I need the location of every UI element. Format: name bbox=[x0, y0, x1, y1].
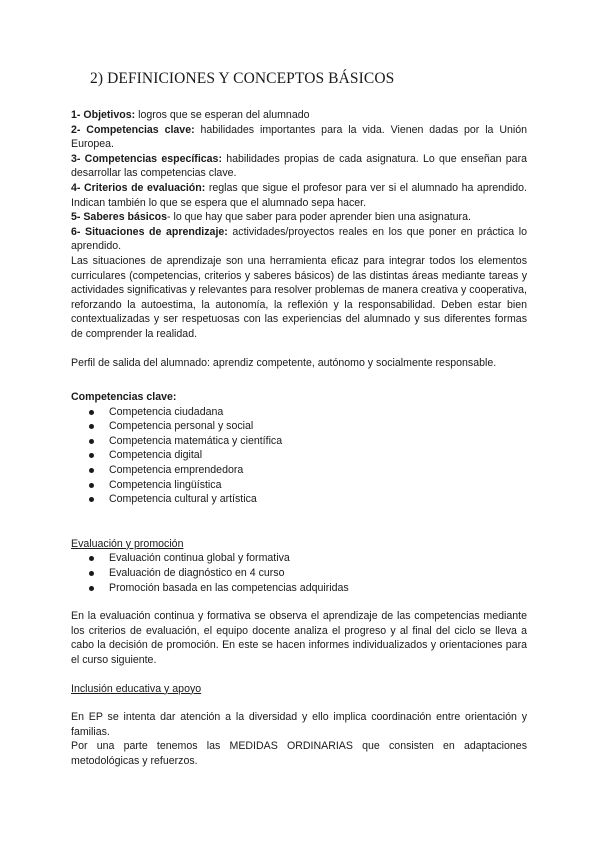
bullet-icon bbox=[89, 439, 94, 444]
bullet-icon bbox=[89, 424, 94, 429]
definition-item bbox=[71, 108, 527, 123]
list-item bbox=[89, 566, 527, 581]
page-title: 2) DEFINICIONES Y CONCEPTOS BÁSICOS bbox=[90, 70, 395, 87]
definition-term: 2- Competencias clave: bbox=[71, 123, 195, 136]
definition-term: 1- Objetivos: bbox=[71, 109, 136, 121]
medidas-ordinarias-paragraph: Por una parte tenemos las MEDIDAS ORDINARIAS que consisten en adaptaciones metodológicas y refuerzos. bbox=[71, 740, 527, 767]
list-item bbox=[89, 581, 527, 596]
list-item bbox=[89, 478, 527, 493]
bullet-icon bbox=[89, 497, 94, 502]
competencias-heading: Competencias clave: bbox=[71, 391, 177, 404]
document-body bbox=[71, 108, 527, 769]
list-item-text: Evaluación de diagnóstico en 4 curso bbox=[109, 567, 285, 580]
definition-item bbox=[71, 225, 527, 254]
bullet-icon bbox=[89, 556, 94, 561]
definition-text: - lo que hay que saber para poder aprender bien una asignatura. bbox=[167, 211, 471, 224]
situaciones-paragraph: Las situaciones de aprendizaje son una herramienta eficaz para integrar todos los elementos curriculares (competencias, criterios y saberes básicos) de las distintas áreas mediante tareas y actividades significativas y relevantes para resolver problemas de manera creativa y cooperativa, reforzando la autoestima, la autonomía, la reflexión y la responsabilidad. Deben estar bien contextualizadas y ser respetuosas con las experiencias del alumnado y sus diferentes formas de comprender la realidad. bbox=[71, 254, 527, 340]
inclusion-heading: Inclusión educativa y apoyo bbox=[71, 682, 202, 695]
list-item bbox=[89, 448, 527, 463]
bullet-icon bbox=[89, 483, 94, 488]
list-item-text: Promoción basada en las competencias adquiridas bbox=[109, 581, 349, 594]
definition-text: actividades/proyectos reales en los que poner en práctica lo aprendido. bbox=[71, 225, 527, 253]
competencias-list bbox=[71, 405, 527, 507]
bullet-icon bbox=[89, 410, 94, 415]
list-item bbox=[89, 405, 527, 420]
list-item-text: Competencia lingüística bbox=[109, 478, 222, 491]
list-item-text: Competencia personal y social bbox=[109, 420, 254, 433]
definition-term: 6- Situaciones de aprendizaje: bbox=[71, 225, 228, 238]
definition-term: 3- Competencias específicas: bbox=[71, 152, 222, 165]
definition-text: habilidades propias de cada asignatura. Lo que enseñan para desarrollar las competencias clave. bbox=[71, 152, 527, 180]
list-item-text: Competencia cultural y artística bbox=[109, 493, 257, 506]
list-item-text: Competencia emprendedora bbox=[109, 464, 244, 477]
list-item bbox=[89, 419, 527, 434]
definition-item bbox=[71, 152, 527, 181]
definition-text: reglas que sigue el profesor para ver si el alumnado ha aprendido. Indican también lo que se espera que el alumnado sepa hacer. bbox=[71, 181, 527, 209]
bullet-icon bbox=[89, 571, 94, 576]
definition-term: 5- Saberes básicos bbox=[71, 211, 167, 224]
perfil-salida: Perfil de salida del alumnado: aprendiz competente, autónomo y socialmente responsable. bbox=[71, 356, 497, 369]
inclusion-paragraph: En EP se intenta dar atención a la diversidad y ello implica coordinación entre orientación y familias. bbox=[71, 711, 527, 738]
list-item bbox=[89, 463, 527, 478]
list-item bbox=[89, 551, 527, 566]
evaluacion-list bbox=[71, 551, 527, 595]
list-item bbox=[89, 434, 527, 449]
list-item-text: Evaluación continua global y formativa bbox=[109, 552, 290, 565]
bullet-icon bbox=[89, 468, 94, 473]
list-item-text: Competencia matemática y científica bbox=[109, 434, 283, 447]
definition-term: 4- Criterios de evaluación: bbox=[71, 181, 206, 194]
evaluacion-heading: Evaluación y promoción bbox=[71, 537, 184, 550]
definition-text: habilidades importantes para la vida. Vienen dadas por la Unión Europea. bbox=[71, 123, 527, 151]
list-item-text: Competencia ciudadana bbox=[109, 405, 224, 418]
definition-item bbox=[71, 210, 527, 225]
definition-item bbox=[71, 181, 527, 210]
list-item bbox=[89, 492, 527, 507]
definition-text: logros que se esperan del alumnado bbox=[135, 109, 310, 121]
definitions-list bbox=[71, 108, 527, 254]
list-item-text: Competencia digital bbox=[109, 449, 203, 462]
bullet-icon bbox=[89, 586, 94, 591]
evaluacion-paragraph: En la evaluación continua y formativa se observa el aprendizaje de las competencias mediante los criterios de evaluación, el equipo docente analiza el progreso y al final del ciclo se lleva a cabo la decisión de promoción. En este se hacen informes individualizados y orientaciones para el curso siguiente. bbox=[71, 610, 527, 666]
definition-item bbox=[71, 123, 527, 152]
bullet-icon bbox=[89, 453, 94, 458]
